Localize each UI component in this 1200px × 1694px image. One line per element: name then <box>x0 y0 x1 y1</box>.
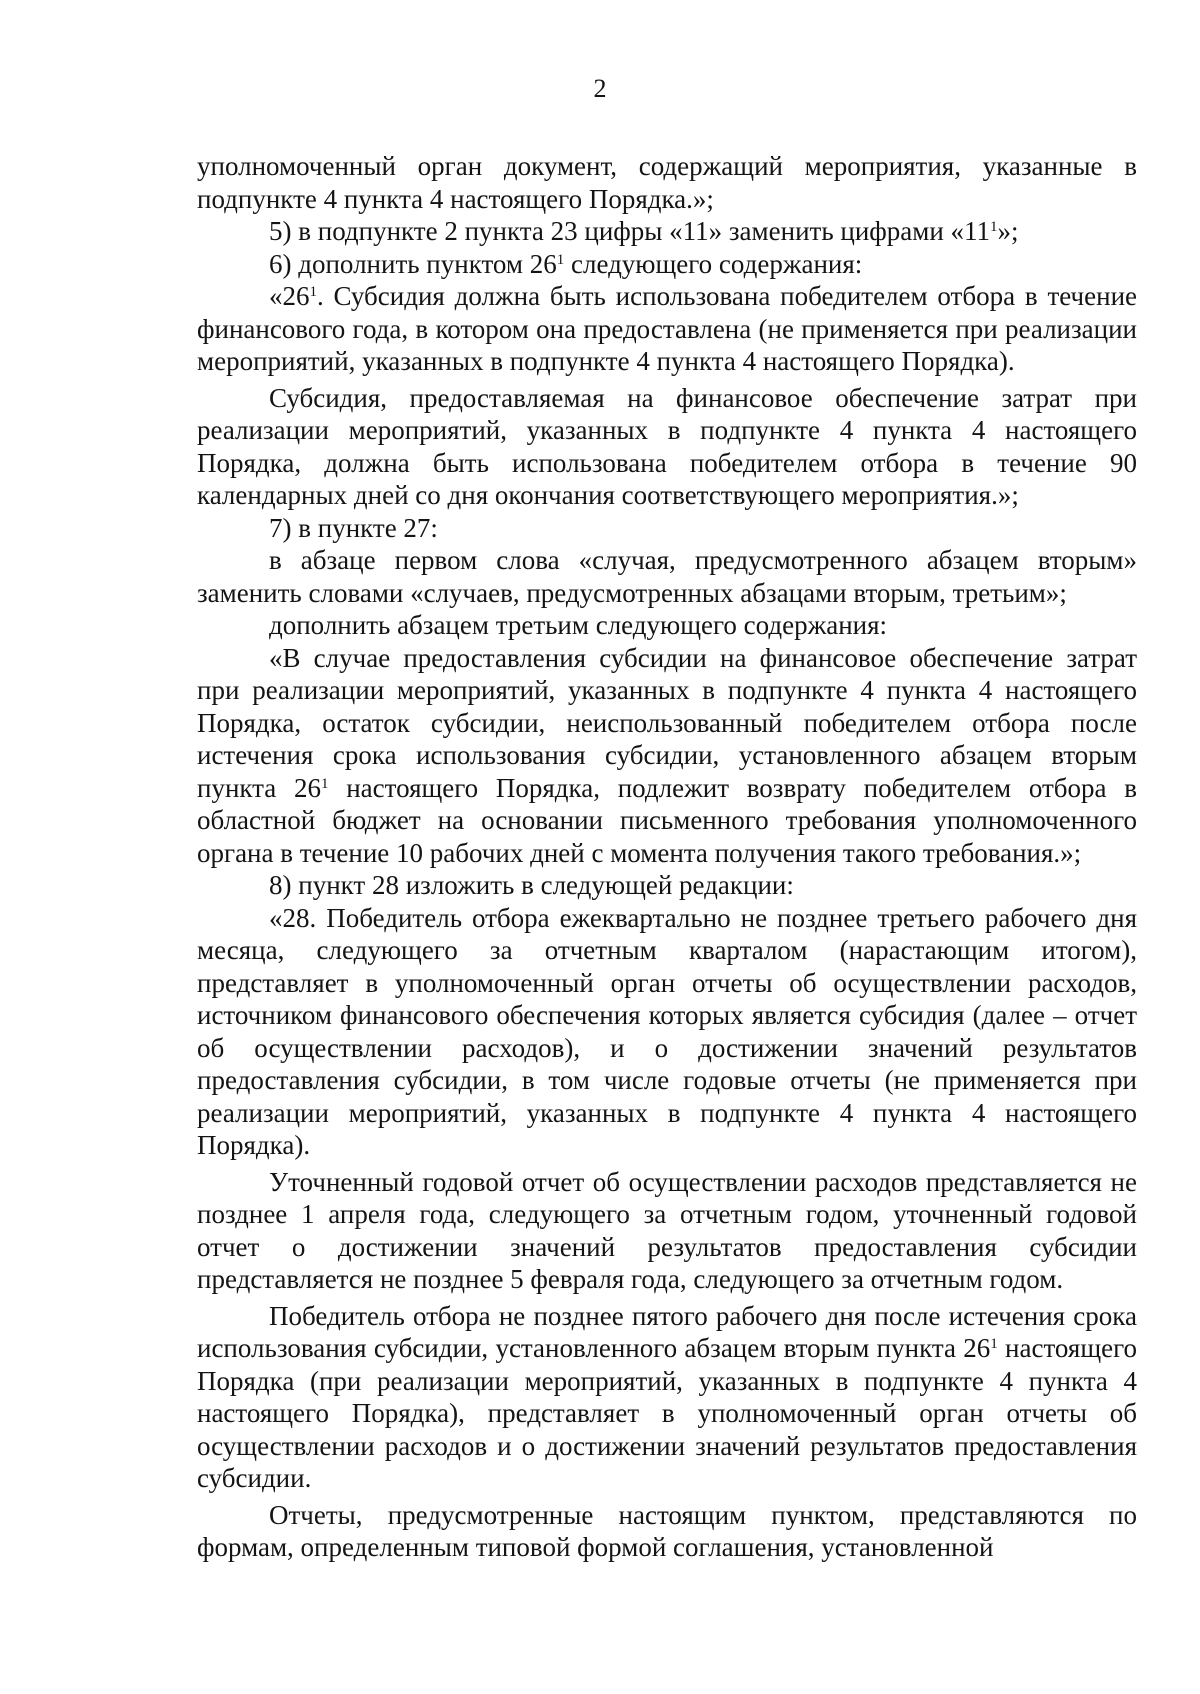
paragraph: Субсидия, предоставляемая на финансовое обеспечение затрат при реализации мероприятий, указанных в подпункте 4 пункта 4 настоящего Порядка, должна быть использована победителем отбора в течение 90 календарных дней со дня окончания соответствующего мероприятия.»; <box>197 382 1137 510</box>
paragraph: Победитель отбора не позднее пятого рабочего дня после истечения срока использования субсидии, установленного абзацем вторым пункта $26^1$ настоящего Порядка (при реализации мероприятий, указанных в подпункте 4 пункта 4 настоящего Порядка), представляет в уполномоченный орган отчеты об осуществлении расходов и о достижении значений результатов предоставления субсидии. <box>197 1300 1137 1493</box>
paragraph: 6) дополнить пунктом $26^1$ следующего содержания: <box>269 248 863 279</box>
paragraph: 8) пункт 28 изложить в следующей редакции: <box>269 870 794 900</box>
paragraph: «В случае предоставления субсидии на финансовое обеспечение затрат при реализации мероприятий, указанных в подпункте 4 пункта 4 настоящего Порядка, остаток субсидии, неиспользованный победителем отбора после истечения срока использования субсидии, установленного абзацем вторым пункта $26^1$ настоящего Порядка, подлежит возврату победителем отбора в областной бюджет на основании письменного требования уполномоченного органа в течение 10 рабочих дней с момента получения такого требования.»; <box>197 642 1137 868</box>
paragraph: «$26^1$. Субсидия должна быть использована победителем отбора в течение финансового года, в котором она предоставлена (не применяется при реализации мероприятий, указанных в подпункте 4 пункта 4 настоящего Порядка). <box>197 281 1137 376</box>
paragraph: «28. Победитель отбора ежеквартально не позднее третьего рабочего дня месяца, следующего за отчетным кварталом (нарастающим итогом), представляет в уполномоченный орган отчеты об осуществлении расходов, источником финансового обеспечения которых является субсидия (далее – отчет об осуществлении расходов), и о достижении значений результатов предоставления субсидии, в том числе годовые отчеты (не применяется при реализации мероприятий, указанных в подпункте 4 пункта 4 настоящего Порядка). <box>197 902 1137 1160</box>
paragraph: дополнить абзацем третьим следующего содержания: <box>269 610 888 640</box>
document-body <box>197 150 1137 1564</box>
paragraph: уполномоченный орган документ, содержащий мероприятия, указанные в подпункте 4 пункта 4 настоящего Порядка.»; <box>197 151 1137 214</box>
paragraph: Уточненный годовой отчет об осуществлении расходов представляется не позднее 1 апреля года, следующего за отчетным годом, уточненный годовой отчет о достижении значений результатов предоставления субсидии представляется не позднее 5 февраля года, следующего за отчетным годом. <box>197 1166 1137 1294</box>
page-number: 2 <box>593 74 607 103</box>
paragraph: в абзаце первом слова «случая, предусмотренного абзацем вторым» заменить словами «случаев, предусмотренных абзацами вторым, третьим»; <box>197 545 1137 608</box>
paragraph: 5) в подпункте 2 пункта 23 цифры «11» заменить цифрами «$11^1$»; <box>269 216 1019 246</box>
paragraph: 7) в пункте 27: <box>269 512 438 543</box>
paragraph: Отчеты, предусмотренные настоящим пунктом, представляются по формам, определенным типовой формой соглашения, установленной <box>197 1499 1137 1562</box>
